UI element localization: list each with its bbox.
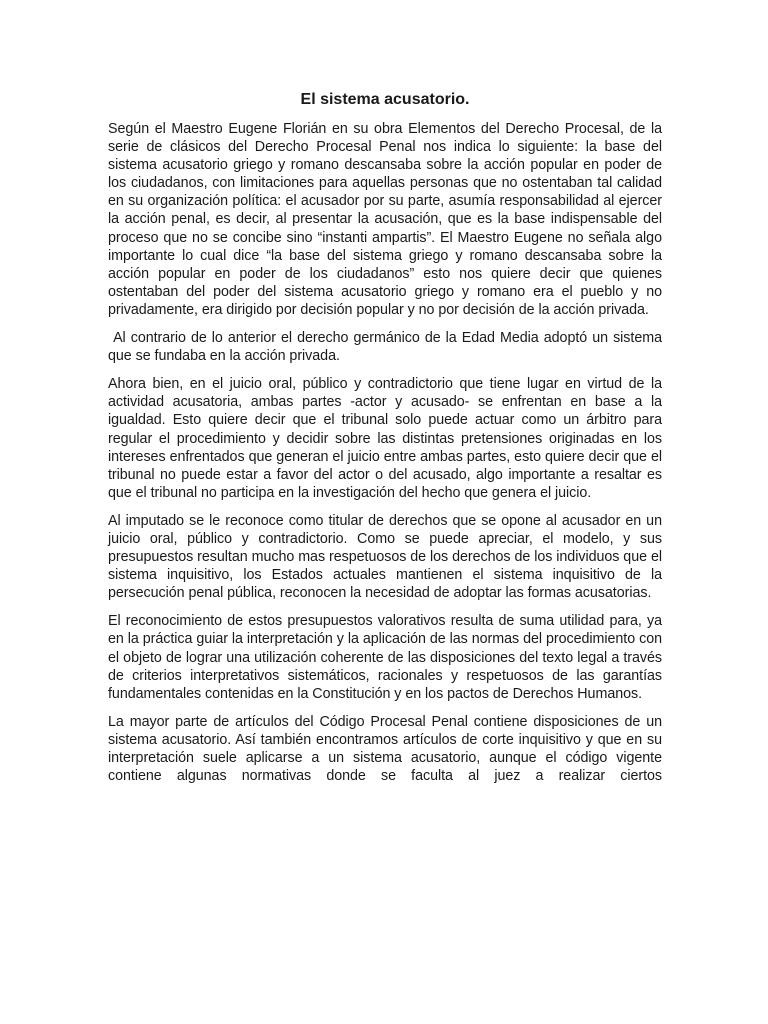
paragraph-2: Al contrario de lo anterior el derecho germánico de la Edad Media adoptó un sistema que se fundaba en la acción privada. <box>108 330 666 365</box>
document-title: El sistema acusatorio. <box>300 91 470 108</box>
paragraph-4: Al imputado se le reconoce como titular de derechos que se opone al acusador en un juicio oral, público y contradictorio. Como se puede apreciar, el modelo, y sus presupuestos resultan mucho mas respetuosos de los derechos de los individuos que el sistema inquisitivo, los Estados actuales mantienen el sistema inquisitivo de la persecución penal pública, reconocen la necesidad de adoptar las formas acusatorias. <box>108 512 662 602</box>
paragraph-5: El reconocimiento de estos presupuestos valorativos resulta de suma utilidad para, ya en la práctica guiar la interpretación y la aplicación de las normas del procedimiento con el objeto de lograr una utilización coherente de las disposiciones del texto legal a través de criterios interpretativos sistemáticos, racionales y respetuosos de las garantías fundamentales contenidas en la Constitución y en los pactos de Derechos Humanos. <box>108 613 662 702</box>
paragraph-3: Ahora bien, en el juicio oral, público y contradictorio que tiene lugar en virtud de la actividad acusatoria, ambas partes -actor y acusado- se enfrentan en base a la igualdad. Esto quiere decir que el tribunal solo puede actuar como un árbitro para regular el procedimiento y decidir sobre las distintas pretensiones originadas en los intereses enfrentados que generan el juicio entre ambas partes, esto quiere decir que el tribunal no puede estar a favor del actor o del acusado, algo importante a resaltar es que el tribunal no participa en la investigación del hecho que genera el juicio. <box>108 376 662 501</box>
paragraph-6: La mayor parte de artículos del Código Procesal Penal contiene disposiciones de un sistema acusatorio. Así también encontramos artículos de corte inquisitivo y que en su interpretación suele aplicarse a un sistema acusatorio, aunque el código vigente contiene algunas normativas donde se faculta al juez a realizar ciertos <box>108 713 662 785</box>
document-page <box>108 90 666 795</box>
paragraph-1: Según el Maestro Eugene Florián en su obra Elementos del Derecho Procesal, de la serie de clásicos del Derecho Procesal Penal nos indica lo siguiente: la base del sistema acusatorio griego y romano descansaba sobre la acción popular en poder de los ciudadanos, con limitaciones para aquellas personas que no ostentaban tal calidad en su organización política: el acusador por su parte, asumía responsabilidad al ejercer la acción penal, es decir, al presentar la acusación, que es la base indispensable del proceso que no se concibe sino “instanti ampartis”. El Maestro Eugene no señala algo importante lo cual dice “la base del sistema griego y romano descansaba sobre la acción popular en poder de los ciudadanos” esto nos quiere decir que quienes ostentaban del poder del sistema acusatorio griego y romano era el pueblo y no privadamente, era dirigido por decisión popular y no por decisión de la acción privada. <box>108 121 662 318</box>
